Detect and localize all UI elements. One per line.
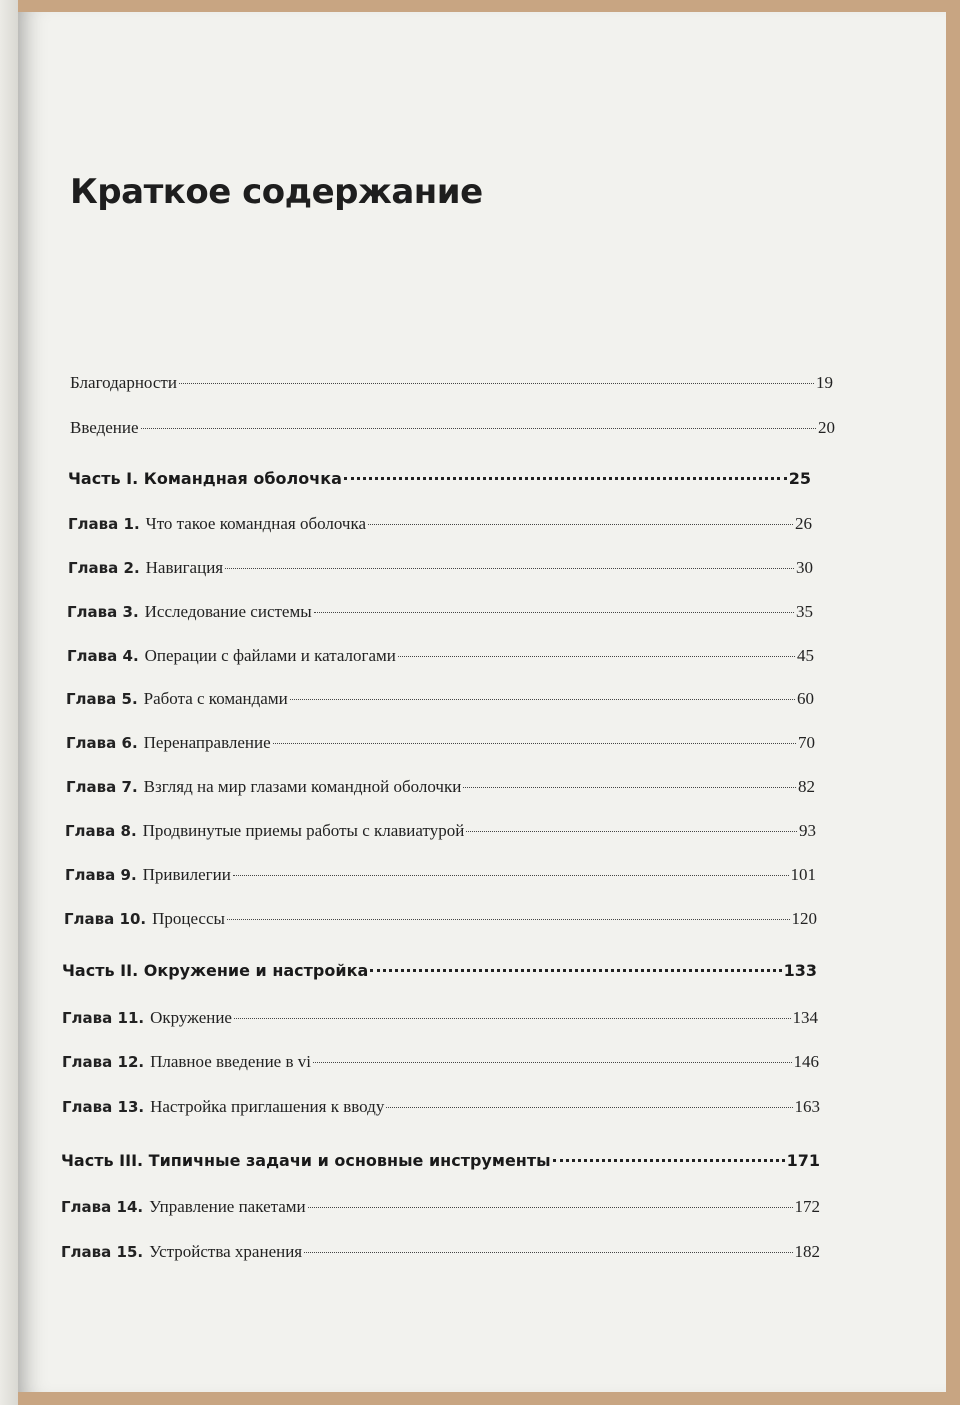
entry-title: Часть III. Типичные задачи и основные инструменты — [61, 1151, 551, 1170]
chapter-number: Глава 7. — [66, 778, 138, 796]
page-number: 134 — [792, 1008, 818, 1027]
previous-page-edge — [0, 0, 18, 1405]
dot-leader — [344, 477, 787, 480]
page-number: 70 — [798, 733, 815, 752]
chapter-number: Глава 3. — [67, 603, 139, 621]
chapter-number: Глава 10. — [64, 910, 147, 928]
entry-title: Настройка приглашения к вводу — [150, 1097, 385, 1116]
toc-front-entry — [70, 418, 835, 438]
chapter-number: Глава 12. — [62, 1053, 145, 1071]
page-number: 20 — [818, 418, 835, 437]
toc-chapter-entry — [65, 821, 816, 841]
toc-chapter-entry — [62, 1097, 820, 1117]
entry-title: Работа с командами — [143, 689, 288, 708]
dot-leader — [290, 699, 795, 700]
entry-title: Окружение — [150, 1008, 232, 1027]
toc-chapter-entry — [67, 646, 814, 666]
toc-chapter-entry — [64, 909, 817, 929]
toc-chapter-entry — [67, 602, 813, 622]
dot-leader — [233, 875, 789, 876]
page-number: 25 — [788, 469, 811, 488]
entry-title: Операции с файлами и каталогами — [144, 646, 396, 665]
dot-leader — [463, 787, 796, 788]
page-number: 172 — [794, 1197, 820, 1216]
page-number: 45 — [797, 646, 814, 665]
page-number: 120 — [791, 909, 817, 928]
chapter-number: Глава 6. — [66, 734, 138, 752]
page-number: 30 — [796, 558, 813, 577]
page-number: 101 — [790, 865, 816, 884]
entry-title: Управление пакетами — [149, 1197, 306, 1216]
chapter-number: Глава 9. — [65, 866, 137, 884]
dot-leader — [398, 656, 795, 657]
entry-title: Часть II. Окружение и настройка — [62, 961, 369, 980]
dot-leader — [313, 1062, 792, 1063]
table-of-contents — [18, 12, 946, 1392]
toc-chapter-entry — [68, 558, 813, 578]
toc-chapter-entry — [66, 689, 814, 709]
dot-leader — [179, 383, 814, 384]
dot-leader — [304, 1252, 792, 1253]
dot-leader — [225, 568, 794, 569]
page-number: 133 — [783, 961, 817, 980]
toc-chapter-entry — [62, 1052, 819, 1072]
entry-title: Продвинутые приемы работы с клавиатурой — [142, 821, 465, 840]
toc-chapter-entry — [62, 1008, 818, 1028]
entry-title: Часть I. Командная оболочка — [68, 469, 342, 488]
chapter-number: Глава 5. — [66, 690, 138, 708]
toc-chapter-entry — [61, 1197, 820, 1217]
chapter-number: Глава 13. — [62, 1098, 145, 1116]
toc-chapter-entry — [65, 865, 816, 885]
dot-leader — [227, 919, 790, 920]
chapter-number: Глава 2. — [68, 559, 140, 577]
entry-title: Введение — [70, 418, 139, 437]
toc-part-entry — [62, 961, 817, 980]
page-number: 26 — [795, 514, 812, 533]
chapter-number: Глава 15. — [61, 1243, 144, 1261]
chapter-number: Глава 4. — [67, 647, 139, 665]
dot-leader — [273, 743, 796, 744]
toc-part-entry — [68, 469, 811, 488]
page-number: 146 — [793, 1052, 819, 1071]
toc-chapter-entry — [66, 733, 815, 753]
dot-leader — [466, 831, 797, 832]
chapter-number: Глава 11. — [62, 1009, 145, 1027]
dot-leader — [308, 1207, 793, 1208]
page-number: 93 — [799, 821, 816, 840]
page-title: Краткое содержание — [70, 172, 483, 212]
toc-chapter-entry — [68, 514, 812, 534]
entry-title: Устройства хранения — [149, 1242, 303, 1261]
page-number: 171 — [786, 1151, 820, 1170]
entry-title: Перенаправление — [143, 733, 271, 752]
dot-leader — [553, 1159, 785, 1162]
page-number: 182 — [794, 1242, 820, 1261]
toc-chapter-entry — [61, 1242, 820, 1262]
dot-leader — [234, 1018, 791, 1019]
dot-leader — [370, 969, 781, 972]
toc-chapter-entry — [66, 777, 815, 797]
toc-part-entry — [61, 1151, 820, 1170]
page-number: 19 — [816, 373, 833, 392]
book-page — [18, 12, 946, 1392]
chapter-number: Глава 14. — [61, 1198, 144, 1216]
toc-front-entry — [70, 373, 833, 393]
entry-title: Благодарности — [70, 373, 177, 392]
page-number: 60 — [797, 689, 814, 708]
entry-title: Навигация — [145, 558, 224, 577]
dot-leader — [314, 612, 794, 613]
entry-title: Взгляд на мир глазами командной оболочки — [143, 777, 462, 796]
dot-leader — [141, 428, 816, 429]
entry-title: Процессы — [152, 909, 225, 928]
entry-title: Привилегии — [142, 865, 231, 884]
entry-title: Что такое командная оболочка — [145, 514, 367, 533]
page-number: 163 — [794, 1097, 820, 1116]
page-number: 82 — [798, 777, 815, 796]
entry-title: Исследование системы — [144, 602, 312, 621]
entry-title: Плавное введение в vi — [150, 1052, 311, 1071]
dot-leader — [386, 1107, 792, 1108]
chapter-number: Глава 1. — [68, 515, 140, 533]
chapter-number: Глава 8. — [65, 822, 137, 840]
dot-leader — [368, 524, 793, 525]
page-number: 35 — [796, 602, 813, 621]
